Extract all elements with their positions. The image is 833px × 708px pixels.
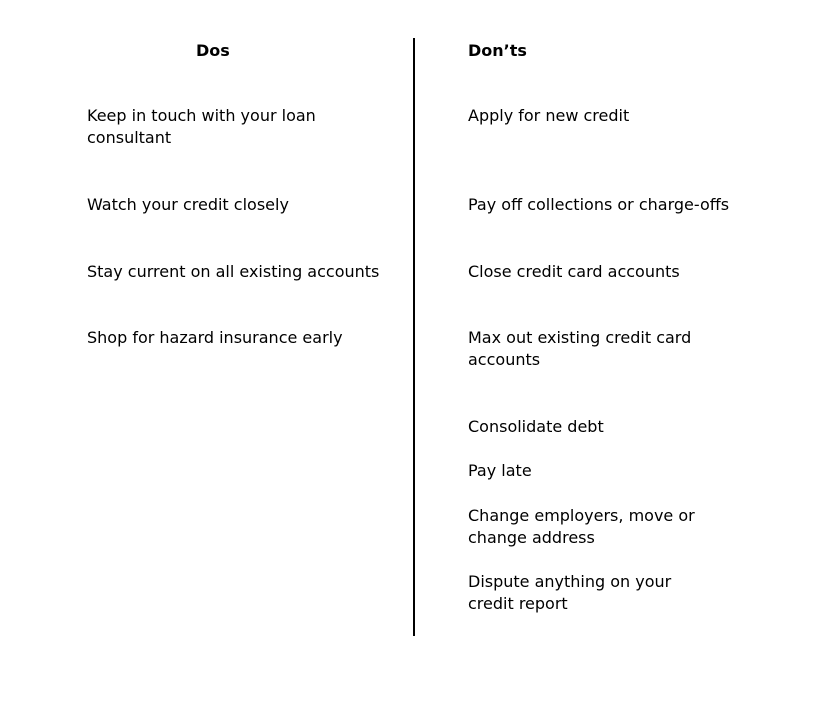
donts-item-new-credit: Apply for new credit (468, 106, 630, 125)
donts-item-change-employers: Change employers, move or change address (468, 506, 695, 547)
donts-heading: Don’ts (468, 41, 527, 60)
dos-item-stay-current: Stay current on all existing accounts (87, 262, 380, 281)
column-divider (413, 38, 415, 636)
donts-item-pay-off-collections: Pay off collections or charge-offs (468, 195, 730, 214)
donts-item-close-cards: Close credit card accounts (468, 262, 680, 281)
donts-item-max-out-cards: Max out existing credit card accounts (468, 328, 692, 369)
donts-item-consolidate-debt: Consolidate debt (468, 417, 604, 436)
donts-item-dispute-credit: Dispute anything on your credit report (468, 572, 672, 613)
dos-item-watch-credit: Watch your credit closely (87, 195, 289, 214)
dos-heading: Dos (196, 41, 230, 60)
dos-item-hazard-insurance: Shop for hazard insurance early (87, 328, 343, 347)
donts-item-pay-late: Pay late (468, 461, 532, 480)
dos-item-loan-consultant: Keep in touch with your loan consultant (87, 106, 316, 147)
